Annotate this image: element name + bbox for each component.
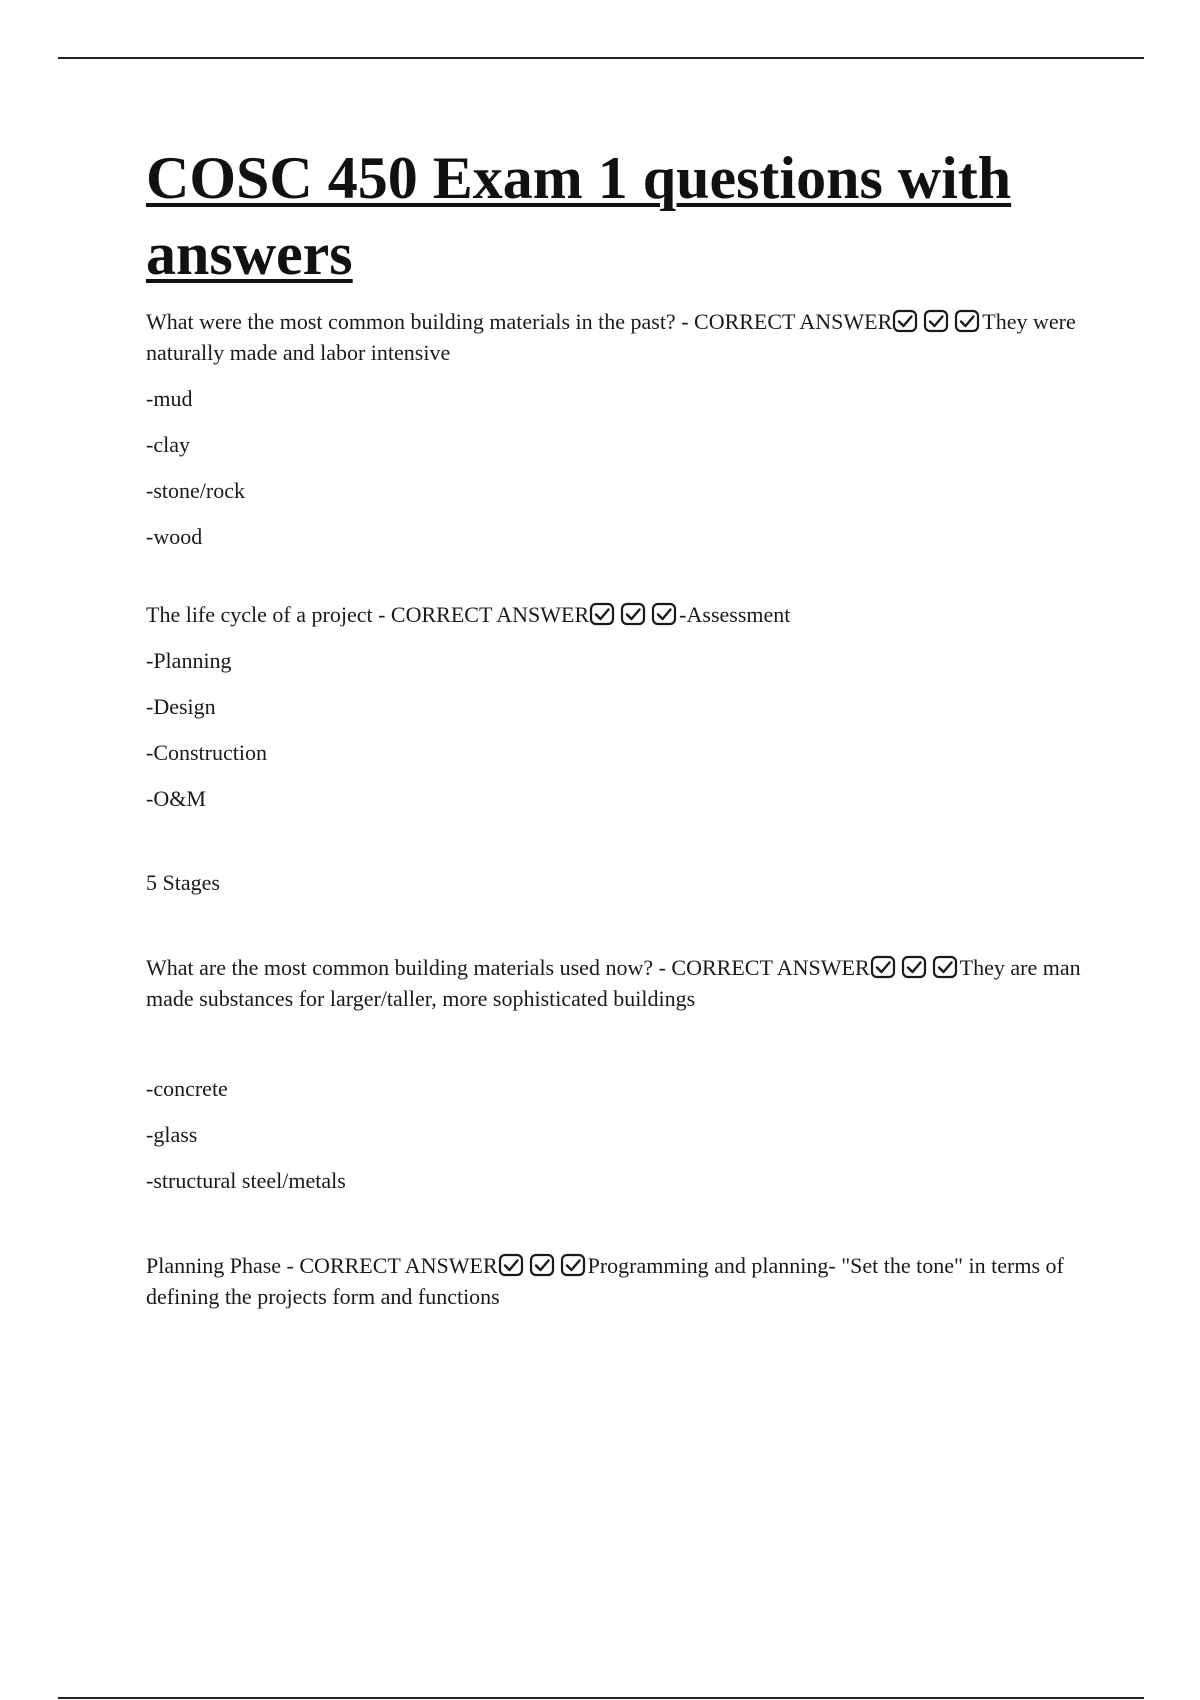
checkbox-checked-icon: [923, 309, 950, 333]
checkbox-checked-icon: [954, 309, 981, 333]
checkbox-checked-icon: [620, 602, 647, 626]
question-3: [146, 952, 1086, 1014]
checkbox-checked-icon: [498, 1253, 525, 1277]
check-icons: [870, 955, 959, 979]
list-item: -O&M: [146, 786, 206, 811]
checkbox-checked-icon: [589, 602, 616, 626]
answer-4-text: Programming and planning- "Set the tone" in terms of defining the projects form and functions: [146, 1253, 1064, 1309]
checkbox-checked-icon: [651, 602, 678, 626]
question-4: [146, 1250, 1086, 1312]
page-title: COSC 450 Exam 1 questions with answers: [146, 145, 1012, 287]
question-1-text: What were the most common building materials in the past? - CORRECT ANSWER: [146, 309, 893, 334]
list-item: -stone/rock: [146, 478, 245, 503]
answer-3-text: They are man made substances for larger/taller, more sophisticated buildings: [146, 955, 1081, 1011]
question-4-text: Planning Phase - CORRECT ANSWER: [146, 1253, 498, 1278]
stage-count-note: 5 Stages: [146, 870, 220, 895]
list-item: -Design: [146, 694, 216, 719]
check-icons: [498, 1253, 587, 1277]
checkbox-checked-icon: [932, 955, 959, 979]
list-item: -mud: [146, 386, 193, 411]
list-item: -clay: [146, 432, 190, 457]
checkbox-checked-icon: [870, 955, 897, 979]
top-rule: [58, 57, 1144, 59]
checkbox-checked-icon: [892, 309, 919, 333]
list-item: -glass: [146, 1122, 198, 1147]
list-item: -structural steel/metals: [146, 1168, 346, 1193]
bottom-rule: [58, 1697, 1144, 1699]
check-icons: [892, 309, 981, 333]
question-1: [146, 306, 1086, 368]
list-item: -concrete: [146, 1076, 228, 1101]
question-2: [146, 599, 1086, 630]
list-item: -Construction: [146, 740, 267, 765]
question-2-text: The life cycle of a project - CORRECT ANSWER: [146, 602, 590, 627]
answer-1-text: They were naturally made and labor intensive: [146, 309, 1076, 365]
answer-2-text: -Assessment: [679, 602, 791, 627]
checkbox-checked-icon: [560, 1253, 587, 1277]
checkbox-checked-icon: [529, 1253, 556, 1277]
check-icons: [589, 602, 678, 626]
list-item: -Planning: [146, 648, 232, 673]
question-3-text: What are the most common building materials used now? - CORRECT ANSWER: [146, 955, 870, 980]
checkbox-checked-icon: [901, 955, 928, 979]
list-item: -wood: [146, 524, 203, 549]
document-body: [146, 140, 1086, 1312]
